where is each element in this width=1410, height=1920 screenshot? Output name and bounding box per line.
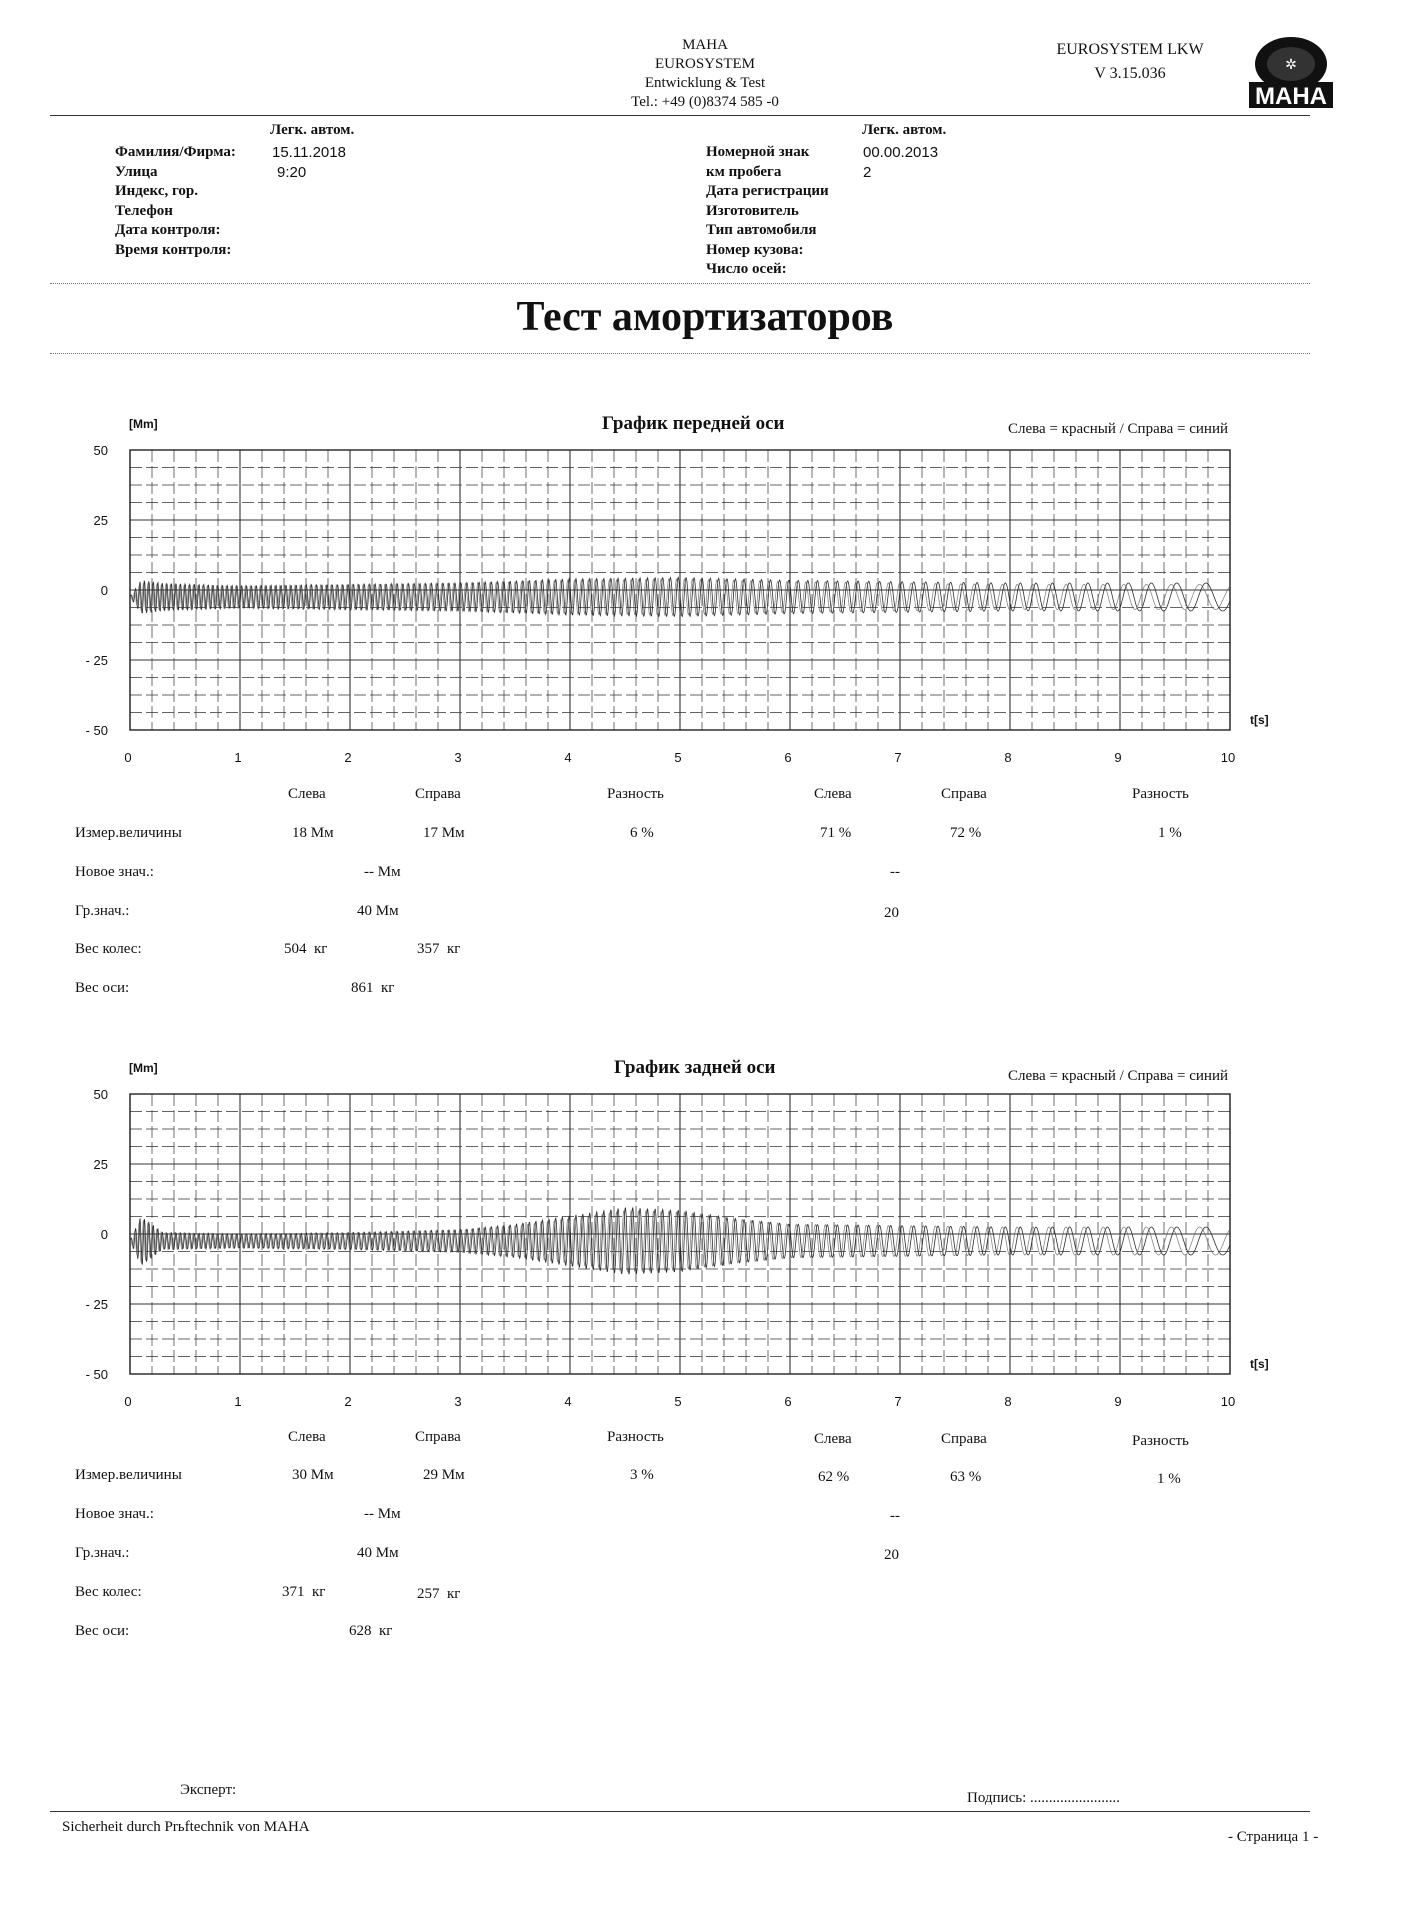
product-name: EUROSYSTEM LKW: [1056, 41, 1204, 58]
y-tick-label: 0: [100, 583, 108, 598]
rear-col-diff-pct: Разность: [1132, 1433, 1189, 1449]
x-tick-label: 2: [344, 1394, 352, 1409]
front-col-left-pct: Слева: [814, 786, 852, 802]
y-tick-label: - 50: [85, 1367, 108, 1382]
front-chart-title: График передней оси: [602, 413, 785, 434]
x-tick-label: 0: [124, 750, 132, 765]
y-tick-label: - 50: [85, 723, 108, 738]
front-new-value: -- Мм: [364, 864, 401, 880]
x-tick-label: 5: [674, 750, 682, 765]
y-tick-label: - 25: [85, 653, 108, 668]
rear-col-diff: Разность: [607, 1429, 664, 1445]
registration-date-value: 00.00.2013: [863, 144, 939, 161]
rear-wheel-left-value: 371: [282, 1584, 305, 1600]
company-system: EUROSYSTEM: [654, 56, 755, 72]
product-version: V 3.15.036: [1094, 65, 1166, 82]
front-meas-diff: 6 %: [630, 825, 654, 841]
rear-axle-value: 628: [349, 1623, 372, 1639]
y-tick-label: 25: [93, 1157, 108, 1172]
rear-col-right-pct: Справа: [941, 1431, 987, 1447]
front-meas-right: 17 Мм: [423, 825, 465, 841]
page-title: Тест амортизаторов: [516, 294, 894, 340]
front-limit-pct: 20: [884, 905, 899, 921]
rear-col-left: Слева: [288, 1429, 326, 1445]
owner-values: [272, 143, 346, 182]
x-tick-label: 8: [1004, 1394, 1012, 1409]
logo-text: MAHA: [1255, 83, 1327, 110]
axle-count-value: 2: [863, 163, 872, 181]
company-phone: Tel.: +49 (0)8374 585 -0: [631, 94, 779, 110]
page-number: - Страница 1 -: [1228, 1829, 1319, 1845]
front-col-diff: Разность: [607, 786, 664, 802]
rear-chart-title: График задней оси: [614, 1057, 776, 1078]
front-meas-right-pct: 72 %: [950, 825, 982, 841]
x-tick-label: 0: [124, 1394, 132, 1409]
rear-meas-diff: 3 %: [630, 1467, 654, 1483]
rear-meas-right-pct: 63 %: [950, 1469, 982, 1485]
vehicle-type-label: Тип автомобиля: [706, 222, 817, 238]
phone-label: Телефон: [115, 202, 173, 219]
front-row-limit: Гр.знач.:: [75, 903, 130, 919]
rear-meas-right: 29 Мм: [423, 1467, 465, 1483]
x-tick-label: 7: [894, 750, 902, 765]
check-time-label: Время контроля:: [115, 241, 232, 258]
rear-meas-left: 30 Мм: [292, 1467, 334, 1483]
rear-axle-chart: [85, 1056, 1295, 1409]
front-wheel-left: [284, 941, 327, 958]
front-wheel-left-value: 504: [284, 941, 307, 957]
front-col-right-pct: Справа: [941, 786, 987, 802]
front-wheel-right: [417, 941, 460, 958]
chart-svg: [85, 412, 1295, 765]
rear-row-measured: Измер.величины: [75, 1467, 182, 1483]
rear-new-pct: --: [890, 1508, 900, 1524]
x-tick-label: 8: [1004, 750, 1012, 765]
left-heading: Легк. автом.: [270, 122, 355, 138]
x-tick-label: 2: [344, 750, 352, 765]
vin-label: Номер кузова:: [706, 241, 804, 258]
rear-new-value: -- Мм: [364, 1506, 401, 1522]
y-axis-label: [Mm]: [129, 417, 158, 431]
x-tick-label: 4: [564, 750, 572, 765]
front-axle-value: 861: [351, 980, 374, 996]
svg-text:✲: ✲: [1285, 57, 1297, 73]
front-row-measured: Измер.величины: [75, 825, 182, 841]
footer-slogan: Sicherheit durch Prьftechnik von MAHA: [62, 1819, 310, 1835]
company-dept: Entwicklung & Test: [644, 75, 766, 91]
x-tick-label: 5: [674, 1394, 682, 1409]
front-axle-weight: [351, 980, 394, 997]
front-col-diff-pct: Разность: [1132, 786, 1189, 802]
x-tick-label: 10: [1220, 1394, 1236, 1409]
front-new-pct: --: [890, 864, 900, 880]
vehicle-values: [863, 143, 938, 182]
company-header: [560, 36, 850, 112]
rear-meas-left-pct: 62 %: [818, 1469, 850, 1485]
front-chart-legend: Слева = красный / Справа = синий: [1008, 421, 1229, 437]
plate-label: Номерной знак: [706, 144, 810, 160]
front-row-axle-weight: Вес оси:: [75, 980, 130, 996]
rear-chart-legend: Слева = красный / Справа = синий: [1008, 1068, 1229, 1084]
rear-wheel-right-value: 257: [417, 1586, 440, 1602]
front-axle-chart: [85, 412, 1295, 765]
front-meas-diff-pct: 1 %: [1158, 825, 1182, 841]
check-time-value: 9:20: [277, 163, 307, 181]
rear-col-right: Справа: [415, 1429, 461, 1445]
chart-svg: [85, 1056, 1295, 1409]
x-tick-label: 3: [454, 750, 462, 765]
rear-row-axle-weight: Вес оси:: [75, 1623, 130, 1639]
front-meas-left: 18 Мм: [292, 825, 334, 841]
maha-logo: [1247, 34, 1335, 110]
street-label: Улица: [115, 163, 158, 180]
rear-col-left-pct: Слева: [814, 1431, 852, 1447]
x-tick-label: 1: [234, 750, 242, 765]
rear-limit-pct: 20: [884, 1547, 899, 1563]
front-col-right: Справа: [415, 786, 461, 802]
mileage-label: км пробега: [706, 163, 782, 180]
rear-wheel-right: [417, 1586, 460, 1603]
rear-row-new: Новое знач.:: [75, 1506, 154, 1522]
y-tick-label: 50: [93, 1087, 108, 1102]
rear-wheel-left-unit: кг: [312, 1584, 326, 1600]
front-col-left: Слева: [288, 786, 326, 802]
registration-date-label: Дата регистрации: [706, 183, 829, 199]
rear-limit-value: 40 Мм: [357, 1545, 399, 1561]
y-tick-label: 25: [93, 513, 108, 528]
front-wheel-left-unit: кг: [314, 941, 328, 957]
company-name: MAHA: [682, 37, 728, 53]
x-tick-label: 4: [564, 1394, 572, 1409]
rear-meas-diff-pct: 1 %: [1157, 1471, 1181, 1487]
y-tick-label: 50: [93, 443, 108, 458]
front-meas-left-pct: 71 %: [820, 825, 852, 841]
check-date-value: 15.11.2018: [272, 144, 346, 161]
front-wheel-right-value: 357: [417, 941, 440, 957]
x-tick-label: 7: [894, 1394, 902, 1409]
x-tick-label: 10: [1220, 750, 1236, 765]
rear-wheel-left: [282, 1584, 325, 1601]
right-heading: Легк. автом.: [862, 122, 947, 138]
x-tick-label: 3: [454, 1394, 462, 1409]
front-axle-unit: кг: [381, 980, 395, 996]
manufacturer-label: Изготовитель: [706, 202, 799, 219]
front-limit-value: 40 Мм: [357, 903, 399, 919]
expert-label: Эксперт:: [180, 1782, 237, 1798]
front-wheel-right-unit: кг: [447, 941, 461, 957]
owner-label: Фамилия/Фирма:: [115, 144, 236, 160]
owner-labels: [115, 143, 236, 260]
front-row-new: Новое знач.:: [75, 864, 154, 880]
x-tick-label: 9: [1114, 750, 1122, 765]
signature-label: Подпись: ........................: [967, 1790, 1121, 1806]
y-axis-label: [Mm]: [129, 1061, 158, 1075]
product-block: [1030, 38, 1230, 86]
x-axis-label: t[s]: [1250, 713, 1269, 727]
axle-count-label: Число осей:: [706, 261, 787, 277]
y-tick-label: - 25: [85, 1297, 108, 1312]
x-axis-label: t[s]: [1250, 1357, 1269, 1371]
rear-axle-weight: [349, 1623, 392, 1640]
vehicle-labels: [706, 143, 829, 280]
city-label: Индекс, гор.: [115, 183, 199, 199]
check-date-label: Дата контроля:: [115, 222, 221, 238]
x-tick-label: 6: [784, 750, 792, 765]
rear-row-limit: Гр.знач.:: [75, 1545, 130, 1561]
x-tick-label: 9: [1114, 1394, 1122, 1409]
rear-axle-unit: кг: [379, 1623, 393, 1639]
x-tick-label: 1: [234, 1394, 242, 1409]
y-tick-label: 0: [100, 1227, 108, 1242]
x-tick-label: 6: [784, 1394, 792, 1409]
rear-row-wheel-weight: Вес колес:: [75, 1584, 142, 1600]
rear-wheel-right-unit: кг: [447, 1586, 461, 1602]
front-row-wheel-weight: Вес колес:: [75, 941, 142, 957]
